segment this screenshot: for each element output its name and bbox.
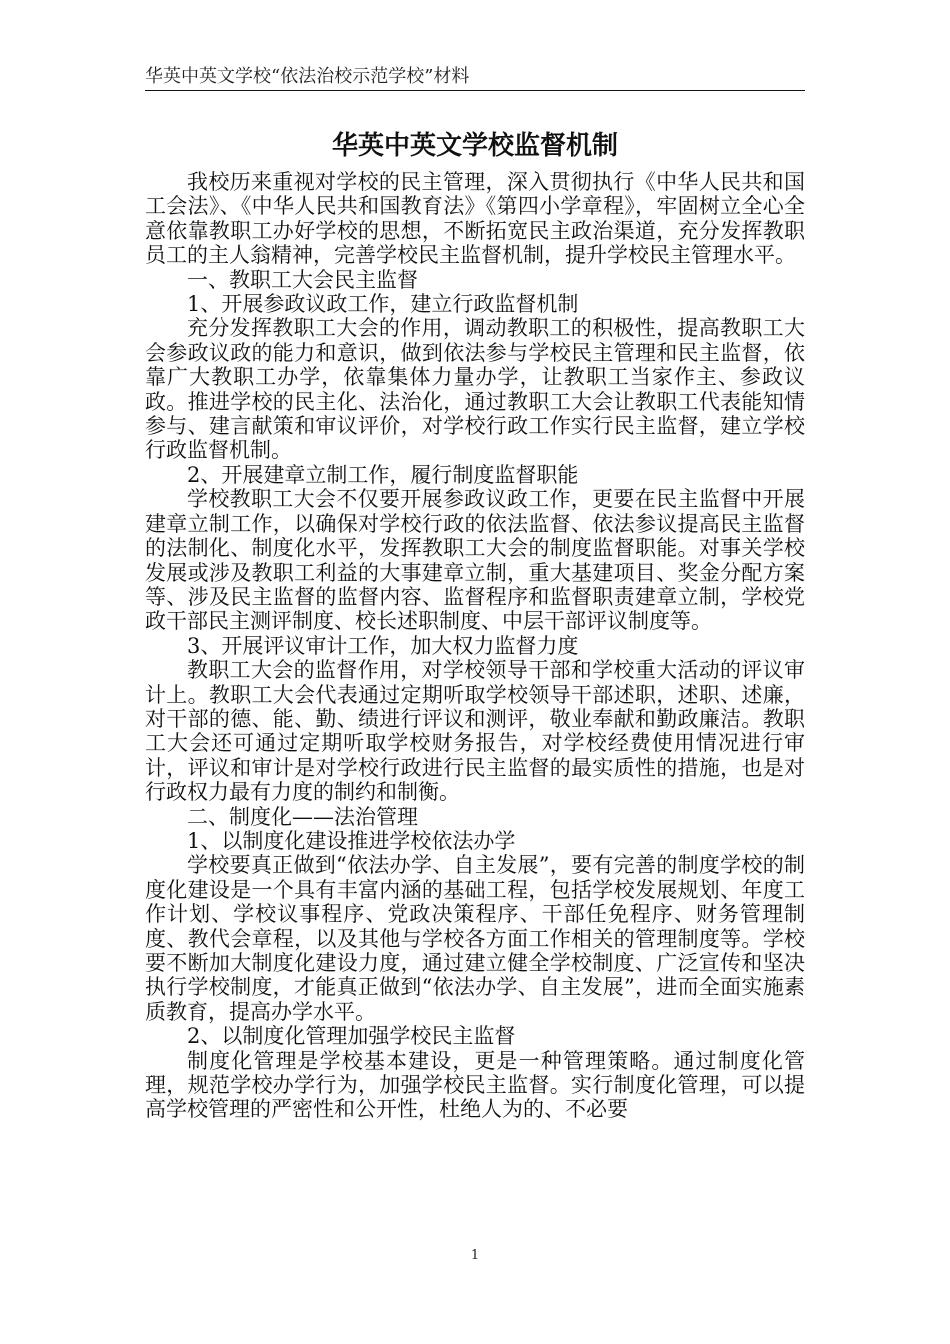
subheading-2-2: 2、以制度化管理加强学校民主监督 [187, 1024, 516, 1049]
body-paragraph: 学校教职工大会不仅要开展参政议政工作，更要在民主监督中开展建章立制工作，以确保对学校行政的依法监督、依法参议提高民主监督的法制化、制度化水平，发挥教职工大会的制度监督职能。对事关学校发展或涉及教职工利益的大事建章立制，重大基建项目、奖金分配方案等、涉及民主监督的监督内容、监督程序和监督职责建章立制，学校党政干部民主测评制度、校长述职制度、中层干部评议制度等。 [145, 487, 805, 634]
subheading-2-1: 1、以制度化建设推进学校依法办学 [187, 828, 516, 853]
document-body [145, 170, 805, 1122]
header-divider [145, 90, 805, 91]
body-paragraph: 教职工大会的监督作用，对学校领导干部和学校重大活动的评议审计上。教职工大会代表通过定期听取学校领导干部述职，述职、述廉，对干部的德、能、勤、绩进行评议和测评，敬业奉献和勤政廉洁。教职工大会还可通过定期听取学校财务报告，对学校经费使用情况进行审计，评议和审计是对学校行政进行民主监督的最实质性的措施，也是对行政权力最有力度的制约和制衡。 [145, 658, 805, 805]
body-paragraph: 制度化管理是学校基本建设，更是一种管理策略。通过制度化管理，规范学校办学行为，加强学校民主监督。实行制度化管理，可以提高学校管理的严密性和公开性，杜绝人为的、不必要 [145, 1048, 805, 1122]
subheading-1-1: 1、开展参政议政工作，建立行政监督机制 [187, 292, 579, 317]
body-paragraph: 充分发挥教职工大会的作用，调动教职工的积极性，提高教职工大会参政议政的能力和意识，做到依法参与学校民主管理和民主监督，依靠广大教职工办学，依靠集体力量办学，让教职工当家作主、参政议政。推进学校的民主化、法治化，通过教职工大会让教职工代表能知情参与、建言献策和审议评价，对学校行政工作实行民主监督，建立学校行政监督机制。 [145, 316, 805, 463]
subheading-1-2: 2、开展建章立制工作，履行制度监督职能 [187, 462, 579, 487]
page-number: 1 [470, 1248, 480, 1263]
subheading-1-3: 3、开展评议审计工作，加大权力监督力度 [187, 633, 579, 658]
running-header: 华英中英文学校“依法治校示范学校”材料 [145, 66, 470, 87]
section-heading-1: 一、教职工大会民主监督 [187, 267, 418, 292]
section-heading-2: 二、制度化——法治管理 [187, 804, 418, 829]
document-title: 华英中英文学校监督机制 [331, 131, 618, 161]
intro-paragraph: 我校历来重视对学校的民主管理，深入贯彻执行《中华人民共和国工会法》、《中华人民共和国教育法》《第四小学章程》，牢固树立全心全意依靠教职工办好学校的思想，不断拓宽民主政治渠道，充分发挥教职员工的主人翁精神，完善学校民主监督机制，提升学校民主管理水平。 [145, 170, 805, 268]
body-paragraph: 学校要真正做到“依法办学、自主发展”，要有完善的制度学校的制度化建设是一个具有丰富内涵的基础工程，包括学校发展规划、年度工作计划、学校议事程序、党政决策程序、干部任免程序、财务管理制度、教代会章程，以及其他与学校各方面工作相关的管理制度等。学校要不断加大制度化建设力度，通过建立健全学校制度、广泛宣传和坚决执行学校制度，才能真正做到“依法办学、自主发展”，进而全面实施素质教育，提高办学水平。 [145, 853, 805, 1024]
